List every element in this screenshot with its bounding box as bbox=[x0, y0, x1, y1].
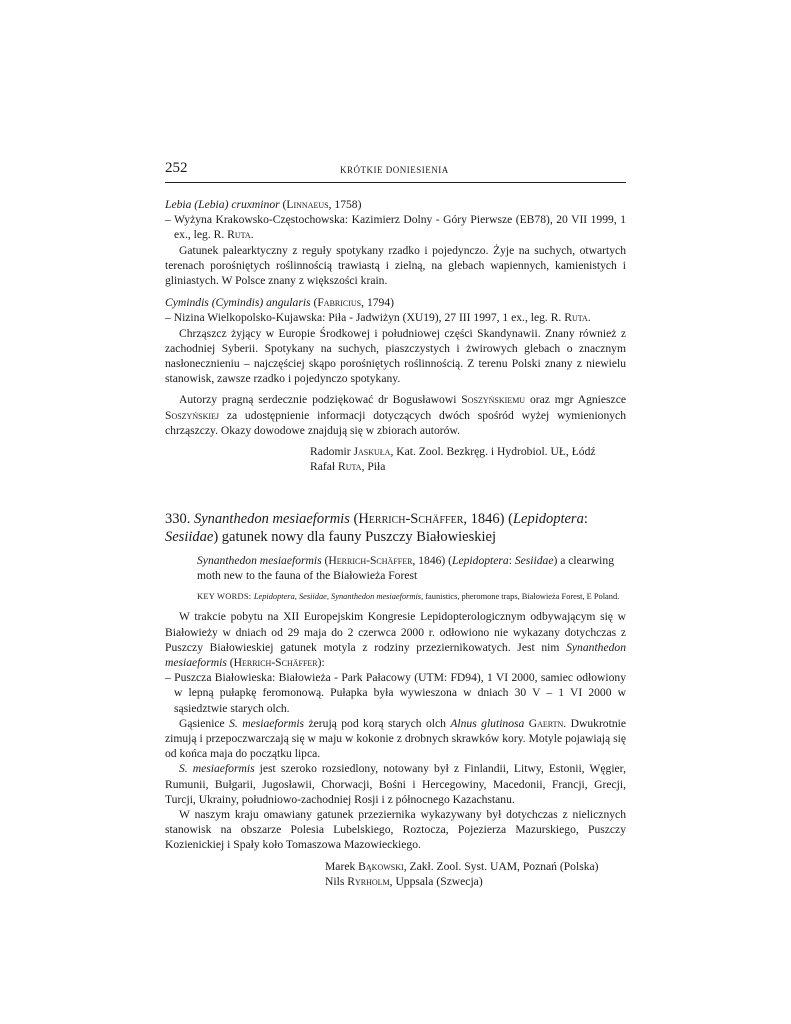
paragraph-cymindis: Chrząszcz żyjący w Europie Środkowej i południowej części Skandynawii. Znany również z zachodniej Syberii. Spotykany na suchych, piaszczystych i żwirowych glebach o znacznym nasłonecznieniu – najczęściej skąpo porośniętych roślinnością. Z terenu Polski znany z niewielu stanowisk, zawsze rzadko i pojedynczo spotykany. bbox=[165, 326, 626, 386]
paragraph-poland: W naszym kraju omawiany gatunek przeziernika wykazywany był dotychczas z nielicznych stanowisk na obszarze Polesia Lubelskiego, Roztocza, Pojezierza Mazurskiego, Puszczy Kozienickiej i Spały koło Tomaszowa Mazowieckiego. bbox=[165, 808, 626, 852]
author-signature-1: Radomir Jaskuła, Kat. Zool. Bezkręg. i Hydrobiol. UŁ, Łódź bbox=[310, 445, 596, 459]
record-bialowieza: – Puszcza Białowieska: Białowieża - Park Pałacowy (UTM: FD94), 1 VI 2000, samiec odłowiony w lepną pułapkę feromonową. Pułapka była wywieszona w dniach 30 V – 1 VI 2000 w sąsiedztwie starych olch. bbox=[165, 671, 626, 715]
record-lebia: – Wyżyna Krakowsko-Częstochowska: Kazimierz Dolny - Góry Pierwsze (EB78), 20 VII 1999, 1 ex., leg. R. Ruta. bbox=[165, 213, 626, 242]
section-carabidae-notes bbox=[165, 197, 626, 474]
species-heading-cymindis: Cymindis (Cymindis) angularis (Fabricius, 1794) bbox=[165, 296, 394, 310]
author-signature-2: Rafał Ruta, Piła bbox=[310, 460, 386, 474]
paragraph-lebia: Gatunek palearktyczny z reguły spotykany rzadko i pojedynczo. Żyje na suchych, otwartych terenach porośniętych roślinnością trawiastą i zielną, na glebach wapiennych, kamienistych i gliniastych. W Polsce znany z większości krain. bbox=[165, 243, 626, 288]
running-head: KRÓTKIE DONIESIENIA bbox=[340, 165, 449, 175]
paragraph-biology: Gąsienice S. mesiaeformis żerują pod korą starych olch Alnus glutinosa Gaertn. Dwukrotnie zimują i przepoczwarczają się w maju w kokonie z drobnych skrawków kory. Motyle pojawiają się od końca maja do początku lipca. bbox=[165, 716, 626, 761]
author-signature-3: Marek Bąkowski, Zakł. Zool. Syst. UAM, Poznań (Polska) bbox=[325, 859, 599, 873]
record-cymindis: – Nizina Wielkopolsko-Kujawska: Piła - Jadwiżyn (XU19), 27 III 1997, 1 ex., leg. R. Ruta. bbox=[165, 311, 591, 325]
author-signature-4: Nils Ryrholm, Uppsala (Szwecja) bbox=[325, 874, 483, 888]
acknowledgements: Autorzy pragną serdecznie podziękować dr Bogusławowi Soszyńskiemu oraz mgr Agnieszce Soszyńskiej za udostępnienie informacji dotyczących dwóch spośród wyżej wymienionych chrząszczy. Okazy dowodowe znajdują się w zbiorach autorów. bbox=[165, 393, 626, 437]
note-title: 330. Synanthedon mesiaeformis (Herrich-Schäffer, 1846) (Lepidoptera: Sesiidae) gatunek nowy dla fauny Puszczy Białowieskiej bbox=[165, 511, 588, 545]
key-words: KEY WORDS: Lepidoptera, Sesiidae, Synanthedon mesiaeformis, faunistics, pheromone traps, Białowieża Forest, E Poland. bbox=[197, 592, 620, 602]
section-note-330 bbox=[165, 510, 626, 889]
page-number: 252 bbox=[165, 160, 188, 176]
english-title: Synanthedon mesiaeformis (Herrich-Schäffer, 1846) (Lepidoptera: Sesiidae) a clearwing moth new to the fauna of the Białowieża Forest bbox=[197, 554, 614, 583]
species-heading-lebia: Lebia (Lebia) cruxminor (Linnaeus, 1758) bbox=[165, 198, 362, 211]
paragraph-intro: W trakcie pobytu na XII Europejskim Kongresie Lepidopterologicznym odbywającym się w Białowieży w dniach od 29 maja do 2 czerwca 2000 r. odłowiono nie wykazany dotychczas z Puszczy Białowieskiej gatunek motyla z rodziny przeziernikowatych. Jest nim Synanthedon mesiaeformis (Herrich-Schäffer): bbox=[165, 610, 626, 670]
paragraph-distribution: S. mesiaeformis jest szeroko rozsiedlony, notowany był z Finlandii, Litwy, Estonii, Węgier, Rumunii, Bułgarii, Jugosławii, Chorwacji, Bośni i Hercegowiny, Macedonii, Francji, Grecji, Turcji, Ukrainy, południowo-zachodniej Rosji i z północnego Kazachstanu. bbox=[165, 762, 626, 806]
page-header bbox=[165, 160, 626, 183]
